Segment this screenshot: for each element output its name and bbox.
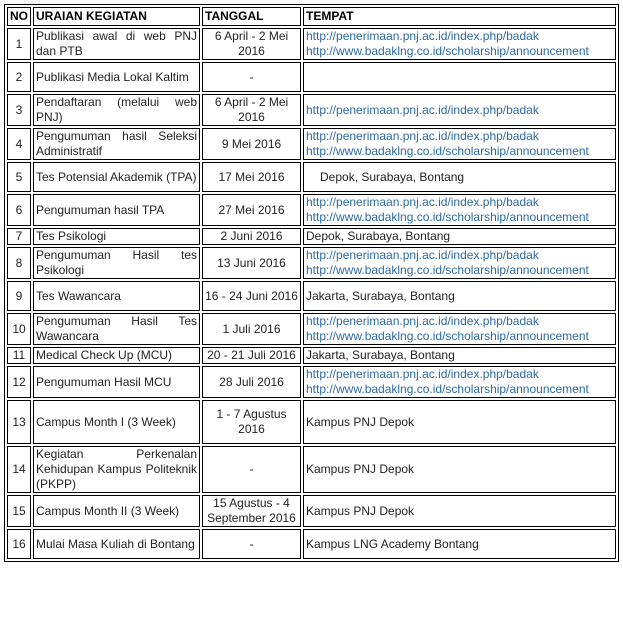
cell-tempat xyxy=(303,281,616,311)
cell-uraian: Mulai Masa Kuliah di Bontang xyxy=(33,529,200,559)
tempat-text: Depok, Surabaya, Bontang xyxy=(320,169,465,184)
cell-uraian: Pengumuman Hasil tes Psikologi xyxy=(33,247,200,279)
cell-tempat xyxy=(303,347,616,364)
cell-tempat xyxy=(303,247,616,279)
cell-no: 11 xyxy=(7,347,31,364)
schedule-table xyxy=(4,4,619,562)
cell-tempat xyxy=(303,194,616,226)
tempat-text: Depok, Surabaya, Bontang xyxy=(306,229,451,243)
cell-uraian: Pendaftaran (melalui web PNJ) xyxy=(33,94,200,126)
header-uraian: URAIAN KEGIATAN xyxy=(33,7,200,26)
table-row xyxy=(7,162,616,192)
tempat-link[interactable]: http://www.badaklng.co.id/scholarship/announcement xyxy=(306,263,589,277)
table-row xyxy=(7,529,616,559)
tempat-link[interactable]: http://penerimaan.pnj.ac.id/index.php/badak xyxy=(306,314,539,328)
cell-uraian: Medical Check Up (MCU) xyxy=(33,347,200,364)
table-row xyxy=(7,28,616,60)
tempat-link[interactable]: http://www.badaklng.co.id/scholarship/announcement xyxy=(306,329,589,343)
cell-no: 6 xyxy=(7,194,31,226)
cell-uraian: Pengumuman Hasil Tes Wawancara xyxy=(33,313,200,345)
table-row xyxy=(7,347,616,364)
cell-tempat xyxy=(303,62,616,92)
table-row xyxy=(7,446,616,493)
cell-uraian: Campus Month I (3 Week) xyxy=(33,400,200,444)
cell-tanggal: 16 - 24 Juni 2016 xyxy=(202,281,301,311)
table-row xyxy=(7,400,616,444)
header-row xyxy=(7,7,616,26)
table-row xyxy=(7,366,616,398)
cell-tanggal: 15 Agustus - 4 September 2016 xyxy=(202,495,301,527)
schedule-table-wrapper xyxy=(4,4,619,562)
cell-tanggal: 6 April - 2 Mei 2016 xyxy=(202,28,301,60)
cell-tempat xyxy=(303,366,616,398)
cell-no: 13 xyxy=(7,400,31,444)
cell-tempat xyxy=(303,28,616,60)
cell-tanggal: 28 Juli 2016 xyxy=(202,366,301,398)
cell-tempat xyxy=(303,446,616,493)
cell-tanggal: 20 - 21 Juli 2016 xyxy=(202,347,301,364)
table-row xyxy=(7,313,616,345)
cell-no: 15 xyxy=(7,495,31,527)
cell-tanggal: - xyxy=(202,529,301,559)
cell-uraian: Tes Potensial Akademik (TPA) xyxy=(33,162,200,192)
tempat-text: Kampus PNJ Depok xyxy=(306,503,415,518)
cell-tempat xyxy=(303,94,616,126)
cell-tanggal: - xyxy=(202,446,301,493)
tempat-link[interactable]: http://penerimaan.pnj.ac.id/index.php/badak xyxy=(306,195,539,209)
cell-tanggal: 2 Juni 2016 xyxy=(202,228,301,245)
cell-uraian: Publikasi awal di web PNJ dan PTB xyxy=(33,28,200,60)
cell-tanggal: 27 Mei 2016 xyxy=(202,194,301,226)
tempat-text: Kampus LNG Academy Bontang xyxy=(306,536,479,551)
table-row xyxy=(7,62,616,92)
tempat-link[interactable]: http://www.badaklng.co.id/scholarship/announcement xyxy=(306,210,589,224)
cell-tempat xyxy=(303,128,616,160)
cell-no: 1 xyxy=(7,28,31,60)
cell-uraian: Tes Wawancara xyxy=(33,281,200,311)
table-row xyxy=(7,128,616,160)
cell-uraian: Kegiatan Perkenalan Kehidupan Kampus Politeknik (PKPP) xyxy=(33,446,200,493)
table-row xyxy=(7,495,616,527)
header-no: NO xyxy=(7,7,31,26)
cell-tempat xyxy=(303,495,616,527)
header-tanggal: TANGGAL xyxy=(202,7,301,26)
header-tempat: TEMPAT xyxy=(303,7,616,26)
cell-tempat xyxy=(303,313,616,345)
table-row xyxy=(7,228,616,245)
cell-tanggal: 1 - 7 Agustus 2016 xyxy=(202,400,301,444)
tempat-link[interactable]: http://penerimaan.pnj.ac.id/index.php/badak xyxy=(306,29,539,43)
cell-no: 4 xyxy=(7,128,31,160)
table-row xyxy=(7,247,616,279)
cell-no: 14 xyxy=(7,446,31,493)
table-row xyxy=(7,194,616,226)
tempat-link[interactable]: http://penerimaan.pnj.ac.id/index.php/badak xyxy=(306,129,539,143)
tempat-text: Jakarta, Surabaya, Bontang xyxy=(306,348,455,362)
cell-tanggal: - xyxy=(202,62,301,92)
tempat-link[interactable]: http://penerimaan.pnj.ac.id/index.php/badak xyxy=(306,367,539,381)
cell-tempat xyxy=(303,162,616,192)
cell-tempat xyxy=(303,529,616,559)
cell-no: 3 xyxy=(7,94,31,126)
tempat-link[interactable]: http://www.badaklng.co.id/scholarship/announcement xyxy=(306,144,589,158)
tempat-text: Kampus PNJ Depok xyxy=(306,414,415,429)
cell-no: 2 xyxy=(7,62,31,92)
tempat-link[interactable]: http://penerimaan.pnj.ac.id/index.php/badak xyxy=(306,248,539,262)
cell-no: 12 xyxy=(7,366,31,398)
cell-no: 9 xyxy=(7,281,31,311)
tempat-text: Kampus PNJ Depok xyxy=(306,462,415,476)
tempat-text: Jakarta, Surabaya, Bontang xyxy=(306,288,455,303)
cell-no: 10 xyxy=(7,313,31,345)
table-row xyxy=(7,94,616,126)
cell-tanggal: 6 April - 2 Mei 2016 xyxy=(202,94,301,126)
cell-uraian: Pengumuman hasil Seleksi Administratif xyxy=(33,128,200,160)
cell-uraian: Campus Month II (3 Week) xyxy=(33,495,200,527)
tempat-link[interactable]: http://www.badaklng.co.id/scholarship/announcement xyxy=(306,44,589,58)
cell-tempat xyxy=(303,400,616,444)
table-row xyxy=(7,281,616,311)
cell-uraian: Publikasi Media Lokal Kaltim xyxy=(33,62,200,92)
cell-uraian: Pengumuman hasil TPA xyxy=(33,194,200,226)
cell-uraian: Pengumuman Hasil MCU xyxy=(33,366,200,398)
cell-no: 8 xyxy=(7,247,31,279)
cell-tanggal: 1 Juli 2016 xyxy=(202,313,301,345)
cell-no: 5 xyxy=(7,162,31,192)
cell-no: 16 xyxy=(7,529,31,559)
cell-tempat xyxy=(303,228,616,245)
cell-tanggal: 9 Mei 2016 xyxy=(202,128,301,160)
tempat-link[interactable]: http://www.badaklng.co.id/scholarship/announcement xyxy=(306,382,589,396)
tempat-link[interactable]: http://penerimaan.pnj.ac.id/index.php/badak xyxy=(306,102,539,117)
cell-no: 7 xyxy=(7,228,31,245)
cell-uraian: Tes Psikologi xyxy=(33,228,200,245)
cell-tanggal: 17 Mei 2016 xyxy=(202,162,301,192)
cell-tanggal: 13 Juni 2016 xyxy=(202,247,301,279)
schedule-body xyxy=(7,28,616,559)
